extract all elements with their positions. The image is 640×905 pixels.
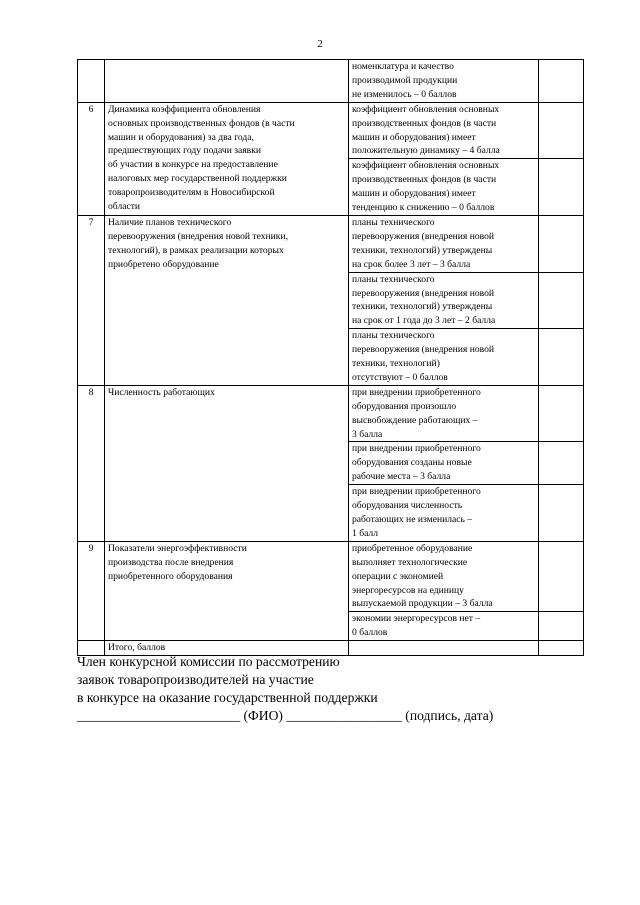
criterion-option: при внедрении приобретенного оборудования произошло высвобождение работающих – 3 балла <box>349 385 539 442</box>
score-cell <box>539 612 584 641</box>
criterion-option: при внедрении приобретенного оборудования численность работающих не изменилась – 1 балл <box>349 485 539 542</box>
criterion-option: приобретенное оборудование выполняет технологические операции с экономией энергоресурсов на единицу выпускаемой продукции – 3 балла <box>349 541 539 612</box>
criterion-number: 9 <box>78 541 105 640</box>
table-row <box>78 60 584 103</box>
score-cell <box>539 329 584 386</box>
signature-line-2: заявок товаропроизводителей на участие <box>77 672 314 687</box>
score-cell <box>539 215 584 272</box>
signature-line-3: в конкурсе на оказание государственной поддержки <box>77 690 378 705</box>
table-row <box>78 215 584 272</box>
criterion-name: Динамика коэффициента обновления основных производственных фондов (в части машин и оборудования) за два года, предшествующих году подачи заявки об участии в конкурсе на предоставление налоговых мер государственной поддержки товаропроизводителям в Новосибирской области <box>105 102 349 215</box>
score-cell <box>539 272 584 329</box>
criterion-name: Численность работающих <box>105 385 349 541</box>
criterion-number: 8 <box>78 385 105 541</box>
score-cell <box>539 442 584 485</box>
criterion-number: 6 <box>78 102 105 215</box>
criteria-table <box>77 59 584 656</box>
criterion-option: коэффициент обновления основных производственных фондов (в части машин и оборудования) имеет положительную динамику – 4 балла <box>349 102 539 159</box>
score-cell <box>539 385 584 442</box>
criterion-number: 7 <box>78 215 105 385</box>
criterion-option: коэффициент обновления основных производственных фондов (в части машин и оборудования) имеет тенденцию к снижению – 0 баллов <box>349 159 539 216</box>
signature-line-4: ________________________ (ФИО) _________________ (подпись, дата) <box>77 708 494 723</box>
score-cell <box>539 485 584 542</box>
criterion-option: планы технического перевооружения (внедрения новой техники, технологий) утверждены на срок более 3 лет – 3 балла <box>349 215 539 272</box>
criterion-option: планы технического перевооружения (внедрения новой техники, технологий) отсутствуют – 0 баллов <box>349 329 539 386</box>
score-cell <box>539 102 584 159</box>
score-cell <box>539 541 584 612</box>
criterion-name: Показатели энергоэффективности производства после внедрения приобретенного оборудования <box>105 541 349 640</box>
signature-line-1: Член конкурсной комиссии по рассмотрению <box>77 654 340 669</box>
criterion-option: номенклатура и качество производимой продукции не изменилось – 0 баллов <box>349 60 539 103</box>
criterion-number <box>78 60 105 103</box>
table-row <box>78 541 584 612</box>
criterion-name <box>105 60 349 103</box>
criterion-option: при внедрении приобретенного оборудования созданы новые рабочие места – 3 балла <box>349 442 539 485</box>
criterion-name: Наличие планов технического перевооружения (внедрения новой техники, технологий), в рамках реализации которых приобретено оборудование <box>105 215 349 385</box>
criterion-option: экономии энергоресурсов нет – 0 баллов <box>349 612 539 641</box>
criterion-name: Итого, баллов <box>105 641 349 656</box>
score-cell <box>539 60 584 103</box>
page-number: 2 <box>317 38 323 50</box>
table-row <box>78 102 584 159</box>
score-cell <box>539 159 584 216</box>
table-row <box>78 385 584 442</box>
signature-block <box>77 653 577 725</box>
criterion-option: планы технического перевооружения (внедрения новой техники, технологий) утверждены на срок от 1 года до 3 лет – 2 балла <box>349 272 539 329</box>
